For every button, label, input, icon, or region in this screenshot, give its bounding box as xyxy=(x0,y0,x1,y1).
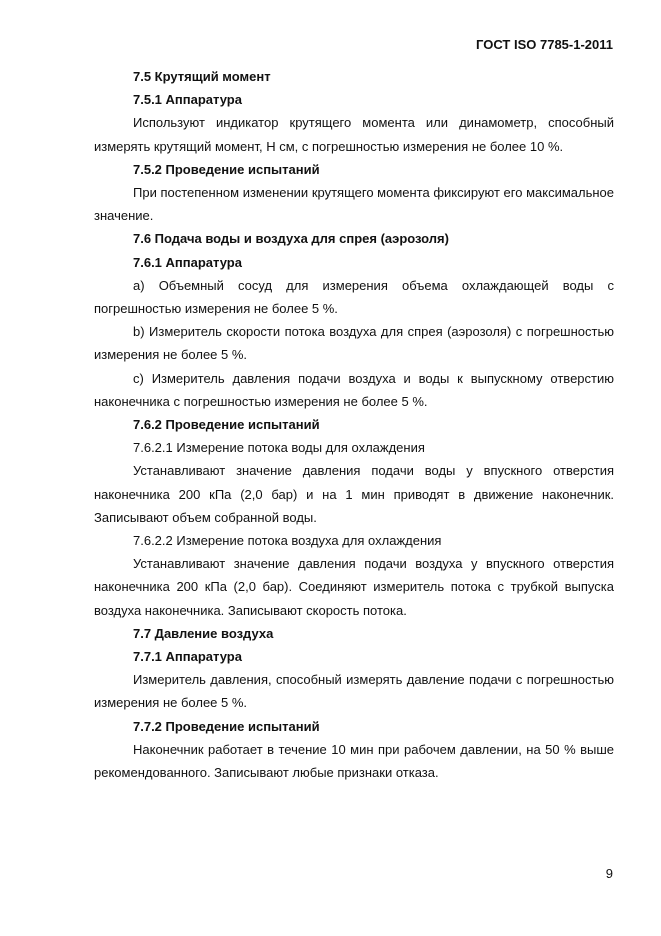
section-7-7-2-paragraph: Наконечник работает в течение 10 мин при рабочем давлении, на 50 % выше рекомендованного. Записывают любые признаки отказа. xyxy=(94,741,614,781)
section-7-5-2-heading: 7.5.2 Проведение испытаний xyxy=(133,161,320,177)
section-7-7-heading: 7.7 Давление воздуха xyxy=(133,625,274,641)
section-7-6-2-2-heading: 7.6.2.2 Измерение потока воздуха для охлаждения xyxy=(133,533,442,549)
section-7-6-heading: 7.6 Подача воды и воздуха для спрея (аэрозоля) xyxy=(133,231,449,247)
section-7-6-1-item-a: a) Объемный сосуд для измерения объема охлаждающей воды с погрешностью измерения не более 5 %. xyxy=(94,277,614,317)
section-7-6-2-1-heading: 7.6.2.1 Измерение потока воды для охлаждения xyxy=(133,440,425,456)
section-7-7-1-paragraph: Измеритель давления, способный измерять давление подачи с погрешностью измерения не более 5 %. xyxy=(94,672,614,711)
section-7-7-2-heading: 7.7.2 Проведение испытаний xyxy=(133,718,320,734)
section-7-6-2-heading: 7.6.2 Проведение испытаний xyxy=(133,417,320,433)
section-7-5-1-paragraph: Используют индикатор крутящего момента или динамометр, способный измерять крутящий момент, Н см, с погрешностью измерения не более 10 %. xyxy=(94,115,614,154)
section-7-5-heading: 7.5 Крутящий момент xyxy=(133,69,271,84)
section-7-6-2-2-paragraph: Устанавливают значение давления подачи воздуха у впускного отверстия наконечника 200 кПа (2,0 бар). Соединяют измеритель потока с трубкой выпуска воздуха наконечника. Записывают скорость потока. xyxy=(94,556,614,618)
page-content xyxy=(94,65,614,784)
section-7-6-1-heading: 7.6.1 Аппаратура xyxy=(133,254,242,270)
section-7-6-1-item-c: c) Измеритель давления подачи воздуха и воды к выпускному отверстию наконечника с погрешностью измерения не более 5 %. xyxy=(94,370,614,409)
standard-designation: ГОСТ ISO 7785-1-2011 xyxy=(476,37,613,52)
section-7-7-1-heading: 7.7.1 Аппаратура xyxy=(133,649,242,665)
section-7-5-2-paragraph: При постепенном изменении крутящего момента фиксируют его максимальное значение. xyxy=(94,185,614,224)
section-7-6-2-1-paragraph: Устанавливают значение давления подачи воды у впускного отверстия наконечника 200 кПа (2,0 бар) и на 1 мин приводят в движение наконечник. Записывают объем собранной воды. xyxy=(94,463,614,525)
section-7-6-1-item-b: b) Измеритель скорости потока воздуха для спрея (аэрозоля) с погрешностью измерения не более 5 %. xyxy=(94,324,614,363)
page-number: 9 xyxy=(605,866,613,881)
section-7-5-1-heading: 7.5.1 Аппаратура xyxy=(133,92,242,108)
